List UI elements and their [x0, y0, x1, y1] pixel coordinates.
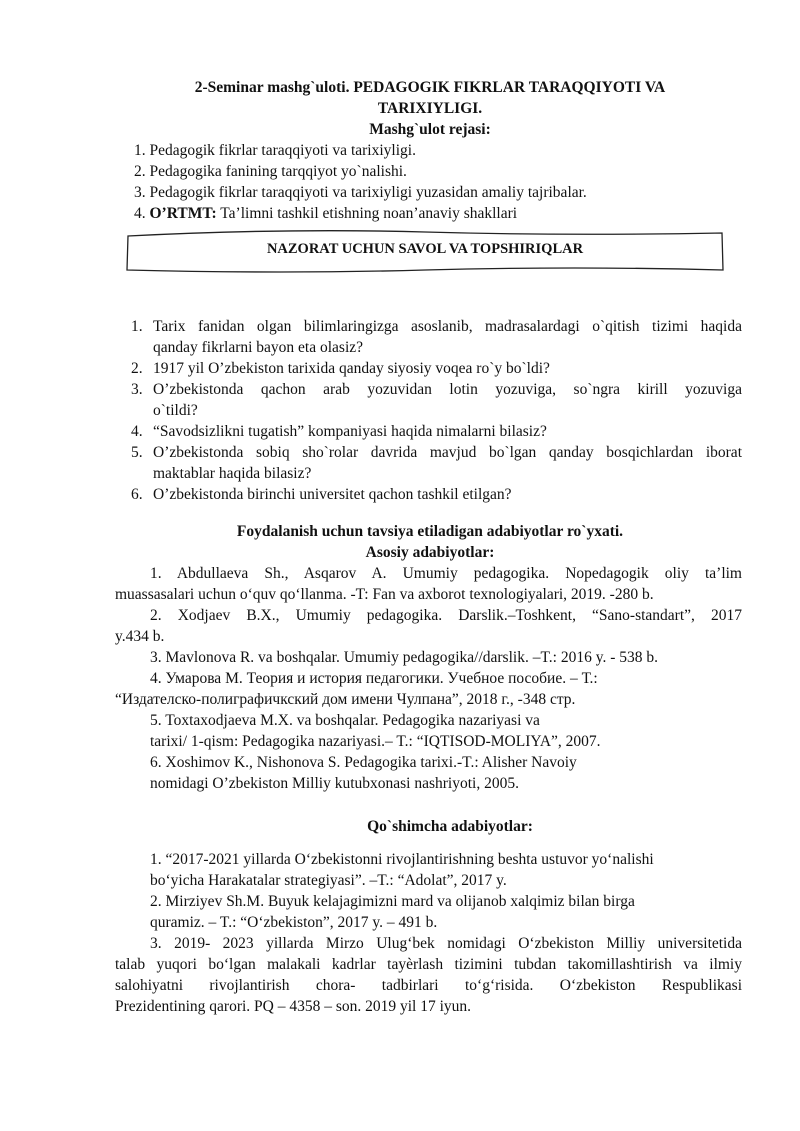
- plan-item-4: [134, 203, 517, 224]
- extra-lit-1-line1: 1. “2017-2021 yillarda O‘zbekistonni rivojlantirishning beshta ustuvor yo‘nalishi: [150, 851, 654, 868]
- question-6-number: 6.: [131, 486, 143, 503]
- main-lit-4-line1: 4. Умарова М. Теория и история педагогики. Учебное пособие. – Т.:: [150, 670, 598, 687]
- main-lit-6-line2: nomidagi O’zbekiston Milliy kutubxonasi nashriyoti, 2005.: [150, 775, 519, 792]
- plan-item-2: 2. Pedagogika fanining tarqqiyot yo`nalishi.: [134, 163, 407, 180]
- question-3-line1: O’zbekistonda qachon arab yozuvidan lotin yozuviga, so`ngra kirill yozuviga: [153, 381, 742, 398]
- question-5-number: 5.: [131, 444, 143, 461]
- extra-lit-2-line2: quramiz. – T.: “O‘zbekiston”, 2017 y. – 491 b.: [150, 914, 438, 931]
- question-5-line2: maktablar haqida bilasiz?: [153, 465, 312, 482]
- main-lit-2-line1: 2. Xodjaev B.X., Umumiy pedagogika. Darslik.–Toshkent, “Sano-standart”, 2017: [150, 607, 742, 624]
- main-lit-3-line1: 3. Mavlonova R. va boshqalar. Umumiy pedagogika//darslik. –T.: 2016 y. - 538 b.: [150, 649, 658, 666]
- extra-lit-3-line4: Prezidentining qarori. PQ – 4358 – son. 2019 yil 17 iyun.: [115, 998, 472, 1015]
- main-lit-5-line2: tarixi/ 1-qism: Pedagogika nazariyasi.– T.: “IQTISOD-MOLIYA”, 2007.: [150, 733, 601, 750]
- literature-heading: Foydalanish uchun tavsiya etiladigan adabiyotlar ro`yxati.: [236, 523, 624, 540]
- main-lit-4-line2: “Издателско-полиграфичкский дом имени Чулпана”, 2018 г., -348 стр.: [115, 691, 576, 708]
- extra-lit-1-line2: bo‘yicha Harakatalar strategiyasi”. –T.: “Adolat”, 2017 y.: [150, 872, 507, 889]
- question-6-line1: O’zbekistonda birinchi universitet qachon tashkil etilgan?: [153, 486, 512, 503]
- question-4-number: 4.: [131, 423, 143, 440]
- extra-literature-heading: Qo`shimcha adabiyotlar:: [367, 818, 533, 835]
- plan-title: Mashg`ulot rejasi:: [369, 121, 491, 138]
- plan-item-3: 3. Pedagogik fikrlar taraqqiyoti va tarixiyligi yuzasidan amaliy tajribalar.: [134, 184, 587, 201]
- question-1-line2: qanday fikrlarni bayon eta olasiz?: [153, 339, 364, 356]
- question-2-number: 2.: [131, 360, 143, 377]
- page-title-line2: TARIXIYLIGI.: [377, 100, 483, 117]
- main-literature-heading: Asosiy adabiyotlar:: [365, 544, 495, 561]
- question-3-line2: o`tildi?: [153, 402, 198, 419]
- main-lit-6-line1: 6. Xoshimov K., Nishonova S. Pedagogika tarixi.-T.: Alisher Navoiy: [150, 754, 577, 771]
- question-2-line1: 1917 yil O’zbekiston tarixida qanday siyosiy voqea ro`y bo`ldi?: [153, 360, 550, 377]
- question-1-line1: Tarix fanidan olgan bilimlaringizga asoslanib, madrasalardagi o`qitish tizimi haqida: [153, 318, 742, 335]
- question-5-line1: O’zbekistonda sobiq sho`rolar davrida mavjud bo`lgan qanday bosqichlardan iborat: [153, 444, 742, 461]
- extra-lit-3-line2: talab yuqori bo‘lgan malakali kadrlar tayèrlash tizimini tubdan takomillashtirish va ilmiy: [115, 956, 742, 973]
- question-3-number: 3.: [131, 381, 143, 398]
- main-lit-2-line2: y.434 b.: [115, 628, 165, 645]
- page-title-line1: 2-Seminar mashg`uloti. PEDAGOGIK FIKRLAR TARAQQIYOTI VA: [194, 79, 666, 96]
- plan-item-4-prefix: 4.: [134, 205, 150, 222]
- section-banner: [125, 226, 725, 274]
- question-4-line1: “Savodsizlikni tugatish” kompaniyasi haqida nimalarni bilasiz?: [153, 423, 547, 440]
- plan-item-4-rest: Ta’limni tashkil etishning noan’anaviy shakllari: [216, 205, 518, 222]
- extra-lit-3-line3: salohiyatni rivojlantirish chora- tadbirlari to‘g‘risida. O‘zbekiston Respublikasi: [115, 977, 742, 994]
- extra-lit-2-line1: 2. Mirziyev Sh.M. Buyuk kelajagimizni mard va olijanob xalqimiz bilan birga: [150, 893, 635, 910]
- main-lit-1-line2: muassasalari uchun o‘quv qo‘llanma. -T: Fan va axborot texnologiyalari, 2019. -280 b.: [115, 586, 654, 603]
- main-lit-1-line1: 1. Abdullaeva Sh., Asqarov A. Umumiy pedagogika. Nopedagogik oliy ta’lim: [150, 565, 742, 582]
- plan-item-4-bold: O’RTMT:: [149, 205, 217, 222]
- question-1-number: 1.: [131, 318, 143, 335]
- banner-label: NAZORAT UCHUN SAVOL VA TOPSHIRIQLAR: [266, 241, 584, 257]
- main-lit-5-line1: 5. Toxtaxodjaeva M.X. va boshqalar. Pedagogika nazariyasi va: [150, 712, 540, 729]
- plan-item-1: 1. Pedagogik fikrlar taraqqiyoti va tarixiyligi.: [134, 142, 416, 159]
- extra-lit-3-line1: 3. 2019- 2023 yillarda Mirzo Ulug‘bek nomidagi O‘zbekiston Milliy universitetida: [150, 935, 742, 952]
